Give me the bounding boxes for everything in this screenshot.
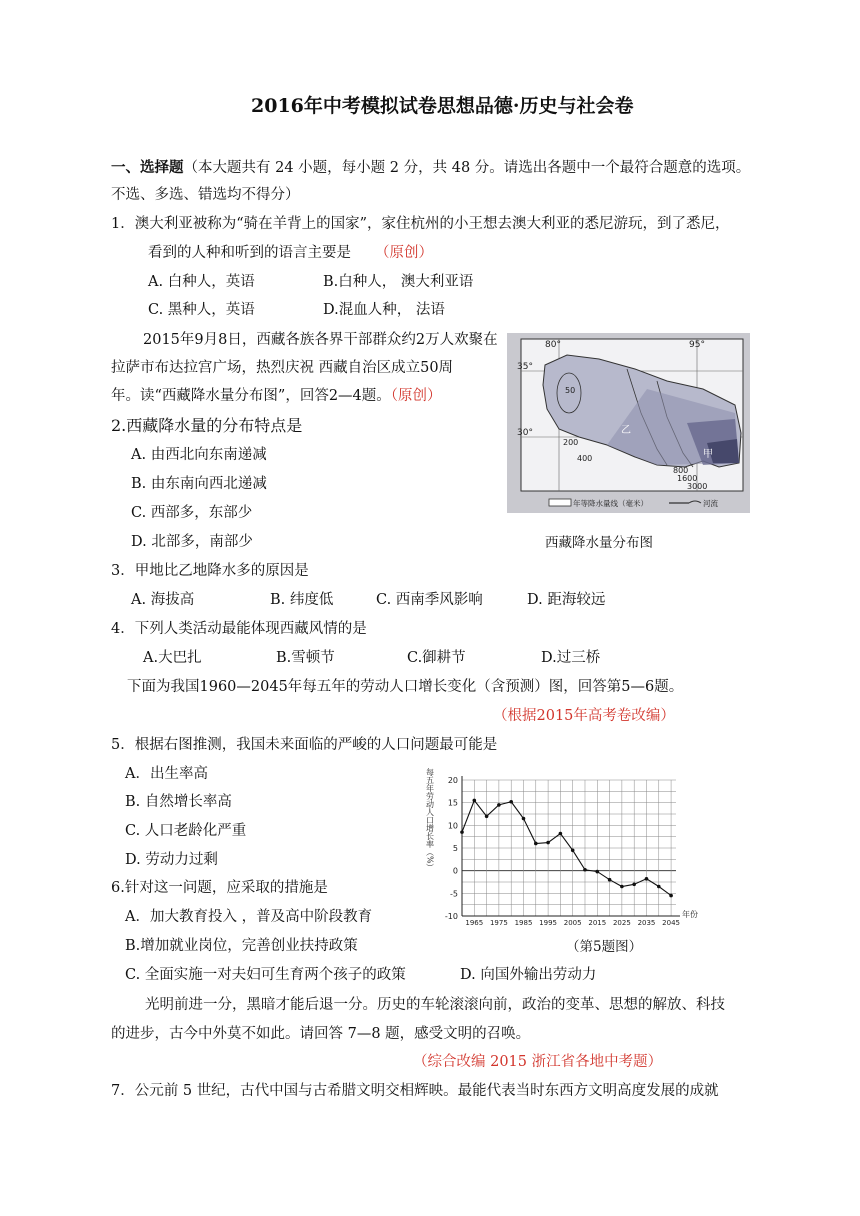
map-iso-3000: 3000 [687, 482, 708, 491]
chart-xtick-label: 1965 [465, 919, 484, 927]
chart-ylabel: 每五年劳动人口增长率（%） [425, 768, 435, 872]
chart-ytick-label: -5 [450, 889, 458, 899]
chart-xtick-label: 1995 [539, 919, 558, 927]
chart-xtick-label: 1985 [514, 919, 533, 927]
chart-point [583, 868, 587, 872]
map-label-yi: 乙 [621, 425, 631, 436]
chart-xtick-label: 2005 [563, 919, 582, 927]
map-iso-50: 50 [565, 386, 576, 395]
chart-ytick-label: 15 [447, 798, 458, 808]
chart-ytick-label: 5 [452, 844, 458, 853]
map-svg [507, 333, 750, 513]
q5-option-c: C. 人口老龄化严重 [125, 823, 247, 839]
q1-tag: （原创） [375, 245, 433, 261]
intro5-tag: （根据2015年高考卷改编） [493, 708, 675, 724]
section-heading-line [111, 158, 750, 178]
chart-ytick-label: -10 [444, 912, 458, 921]
section-description-2: 不选、多选、错选均不得分） [111, 187, 300, 203]
q6-stem: 6.针对这一问题，应采取的措施是 [111, 880, 328, 896]
chart-caption: （第5题图） [566, 939, 643, 955]
q1-stem: 1．澳大利亚被称为“骑在羊背上的国家”，家住杭州的小王想去澳大利亚的悉尼游玩，到了悉尼， [111, 216, 730, 232]
map-legend-iso: 年等降水量线（毫米） [573, 499, 648, 508]
map-lat-30: 30° [517, 428, 533, 438]
chart-xtick-label: 2035 [637, 919, 656, 927]
map-iso-1600: 1600 [677, 474, 698, 483]
chart-xlabel: 年份 [682, 910, 698, 919]
map-lon-80: 80° [545, 340, 561, 350]
q1-option-c: C. 黑种人，英语 [148, 302, 255, 318]
q2-option-c: C. 西部多，东部少 [131, 505, 253, 521]
chart-point [559, 832, 563, 836]
chart-point [485, 814, 489, 818]
q2-option-a: A. 由西北向东南递减 [131, 447, 267, 463]
q3-stem: 3．甲地比乙地降水多的原因是 [111, 563, 309, 579]
q2-option-d: D. 北部多，南部少 [131, 534, 253, 550]
intro2-tag: （原创） [390, 388, 442, 404]
map-lat-35: 35° [517, 362, 533, 372]
map-lon-95: 95° [689, 340, 705, 350]
q7-stem: 7．公元前 5 世纪，古代中国与古希腊文明交相辉映。最能代表当时东西方文明高度发展的成就 [111, 1083, 719, 1099]
q4-option-a: A.大巴扎 [143, 650, 202, 666]
chart-xtick-label: 2045 [662, 919, 680, 927]
chart-point [669, 894, 673, 898]
q6-option-b: B.增加就业岗位，完善创业扶持政策 [125, 938, 358, 954]
map-label-jia: 甲 [703, 449, 713, 460]
chart-point [657, 885, 661, 889]
q2-option-b: B. 由东南向西北递减 [131, 476, 267, 492]
chart-point [522, 817, 526, 821]
q3-option-b: B. 纬度低 [270, 592, 334, 608]
q6-option-a: A．加大教育投入 ，普及高中阶段教育 [125, 909, 373, 925]
chart-point [595, 870, 599, 874]
map-iso-800: 800 [673, 466, 689, 475]
intro2-line3: 年。读“西藏降水量分布图”，回答2—4题。（原创） [111, 388, 442, 404]
q5-option-d: D. 劳动力过剩 [125, 852, 218, 868]
q1-option-b: B.白种人， 澳大利亚语 [323, 274, 474, 290]
chart-point [460, 830, 464, 834]
chart-ytick-label: 0 [452, 866, 458, 876]
chart-point [571, 848, 575, 852]
chart-point [509, 800, 513, 804]
intro2-line2: 拉萨市布达拉宫广场，热烈庆祝 西藏自治区成立50周 [111, 360, 454, 376]
chart-xtick-label: 2015 [588, 919, 607, 927]
section-heading: 一、选择题 [111, 159, 184, 176]
chart-point [546, 841, 550, 845]
q3-option-d: D. 距海较远 [527, 592, 606, 608]
chart-point [534, 842, 538, 846]
q4-option-c: C.御耕节 [407, 650, 466, 666]
intro2-line1: 2015年9月8日，西藏各族各界干部群众约2万人欢聚在 [143, 332, 498, 348]
chart-point [645, 877, 649, 881]
q1-option-d: D.混血人种， 法语 [323, 302, 445, 318]
q1-stem-2: 看到的人种和听到的语言主要是 （原创） [148, 245, 433, 261]
q5-option-a: A．出生率高 [125, 766, 208, 782]
chart-ytick-label: 20 [447, 776, 458, 785]
chart-ytick-label: 10 [447, 821, 458, 831]
chart-xtick-label: 1975 [489, 919, 508, 927]
q6-option-d: D. 向国外输出劳动力 [460, 967, 597, 983]
page-title: 2016年中考模拟试卷思想品德·历史与社会卷 [251, 95, 634, 117]
chart-point [632, 882, 636, 886]
intro7-line2: 的进步，古今中外莫不如此。请回答 7—8 题，感受文明的召唤。 [111, 1026, 531, 1042]
map-legend-river: 河流 [703, 499, 718, 508]
chart-xtick-label: 2025 [612, 919, 631, 927]
q3-option-c: C. 西南季风影响 [376, 592, 483, 608]
chart-point [620, 885, 624, 889]
section-description: （本大题共有 24 小题，每小题 2 分，共 48 分。请选出各题中一个最符合题意的选项。 [183, 160, 751, 176]
chart-point [472, 799, 476, 803]
map-iso-200: 200 [563, 438, 579, 447]
intro7-tag: （综合改编 2015 浙江省各地中考题） [413, 1054, 663, 1070]
q6-option-c: C. 全面实施一对夫妇可生育两个孩子的政策 [125, 967, 406, 983]
q5-stem: 5．根据右图推测，我国未来面临的严峻的人口问题最可能是 [111, 737, 498, 753]
intro7-line1: 光明前进一分，黑暗才能后退一分。历史的车轮滚滚向前，政治的变革、思想的解放、科技 [145, 997, 725, 1013]
chart-point [497, 803, 501, 807]
tibet-precipitation-map [507, 333, 750, 513]
q4-stem: 4．下列人类活动最能体现西藏风情的是 [111, 621, 367, 637]
map-caption: 西藏降水量分布图 [545, 535, 653, 551]
chart-point [608, 878, 612, 882]
q4-option-b: B.雪顿节 [276, 650, 335, 666]
map-iso-400: 400 [577, 454, 593, 463]
q3-option-a: A. 海拔高 [131, 592, 195, 608]
q1-option-a: A. 白种人，英语 [148, 274, 255, 290]
labor-growth-chart [420, 760, 710, 932]
q4-option-d: D.过三桥 [541, 650, 601, 666]
q5-option-b: B. 自然增长率高 [125, 794, 232, 810]
intro5-line1: 下面为我国1960—2045年每五年的劳动人口增长变化（含预测）图，回答第5—6题。 [127, 679, 684, 695]
q2-stem: 2.西藏降水量的分布特点是 [111, 416, 303, 435]
